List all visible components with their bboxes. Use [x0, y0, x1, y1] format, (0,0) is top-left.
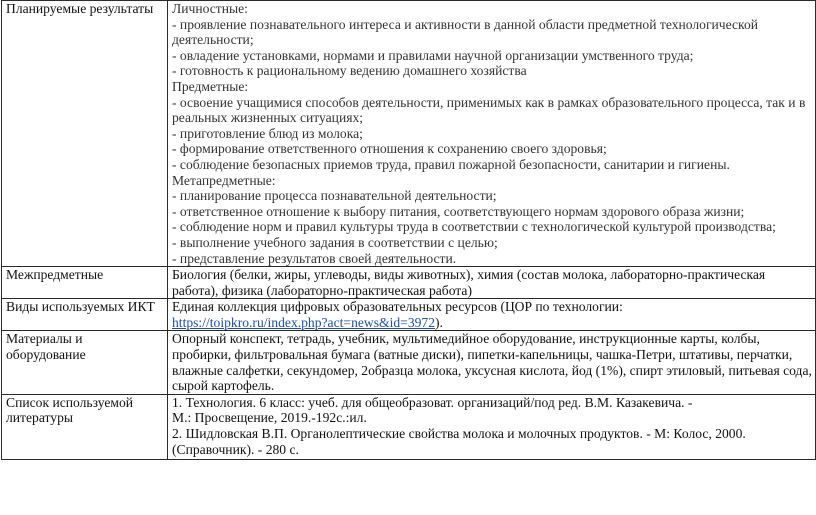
- label-interdisciplinary: Межпредметные: [2, 267, 168, 299]
- meta-item: - выполнение учебного задания в соответствии с целью;: [172, 234, 498, 250]
- literature-content: [168, 394, 816, 459]
- literature-item: 1. Технология. 6 класс: учеб. для общеобразоват. организаций/под ред. В.М. Казакевича. -: [172, 394, 693, 410]
- ict-line-2: [172, 315, 443, 330]
- planned-results-content: [168, 1, 816, 267]
- ict-text: Единая коллекция цифровых образовательных ресурсов (ЦОР по технологии:: [172, 299, 623, 315]
- meta-item: - соблюдение норм и правил культуры труда в соответствии с технологической культурой производства;: [172, 219, 776, 235]
- subject-item: - освоение учащимися способов деятельности, применимых как в рамках образовательного процесса, так и в реальных жизненных ситуациях;: [172, 94, 806, 126]
- interdisciplinary-content: Биология (белки, жиры, углеводы, виды животных), химия (состав молока, лабораторно-практическая работа), физика (лабораторно-практическая работа): [168, 267, 816, 299]
- ict-resource-link[interactable]: https://toipkro.ru/index.php?act=news&id=3972: [172, 314, 436, 330]
- row-materials: [2, 331, 816, 394]
- row-literature: [2, 394, 816, 459]
- ict-content: [168, 299, 816, 331]
- personal-item: - овладение установками, нормами и правилами научной организации умственного труда;: [172, 47, 694, 63]
- meta-item: - планирование процесса познавательной деятельности;: [172, 188, 497, 204]
- materials-content: Опорный конспект, тетрадь, учебник, мультимедийное оборудование, инструкционные карты, колбы, пробирки, фильтровальная бумага (ватные диски), пипетки-капельницы, чашка-Петри, штативы, перчатки, влажные салфетки, секундомер, 2образца молока, уксусная кислота, йод (1%), спирт этиловый, питьевая сода, сырой картофель.: [168, 331, 816, 394]
- lesson-plan-table: [1, 0, 816, 460]
- label-materials: Материалы и оборудование: [2, 331, 168, 394]
- literature-item: М.: Просвещение, 2019.-192с.:ил.: [172, 410, 367, 426]
- subject-item: - формирование ответственного отношения к сохранению своего здоровья;: [172, 141, 607, 157]
- meta-item: - представление результатов своей деятельности.: [172, 250, 457, 266]
- ict-suffix: ).: [435, 314, 443, 330]
- row-planned-results: [2, 1, 816, 267]
- meta-item: - ответственное отношение к выбору питания, соответствующего нормам здорового образа жизни;: [172, 203, 745, 219]
- row-interdisciplinary: [2, 267, 816, 299]
- label-planned-results: Планируемые результаты: [2, 1, 168, 267]
- personal-header: Личностные:: [172, 1, 248, 16]
- subject-item: - приготовление блюд из молока;: [172, 125, 363, 141]
- row-ict: [2, 299, 816, 331]
- literature-item: 2. Шидловская В.П. Органолептические свойства молока и молочных продуктов. - М: Колос, 2000. (Справочник). - 280 с.: [172, 426, 746, 457]
- subject-header: Предметные:: [172, 78, 249, 94]
- meta-header: Метапредметные:: [172, 172, 276, 188]
- label-literature: Список используемой литературы: [2, 394, 168, 459]
- personal-item: - проявление познавательного интереса и активности в данной области предметной технологической деятельности;: [172, 16, 759, 48]
- personal-item: - готовность к рациональному ведению домашнего хозяйства: [172, 63, 527, 79]
- label-ict: Виды используемых ИКТ: [2, 299, 168, 331]
- subject-item: - соблюдение безопасных приемов труда, правил пожарной безопасности, санитарии и гигиены.: [172, 156, 730, 172]
